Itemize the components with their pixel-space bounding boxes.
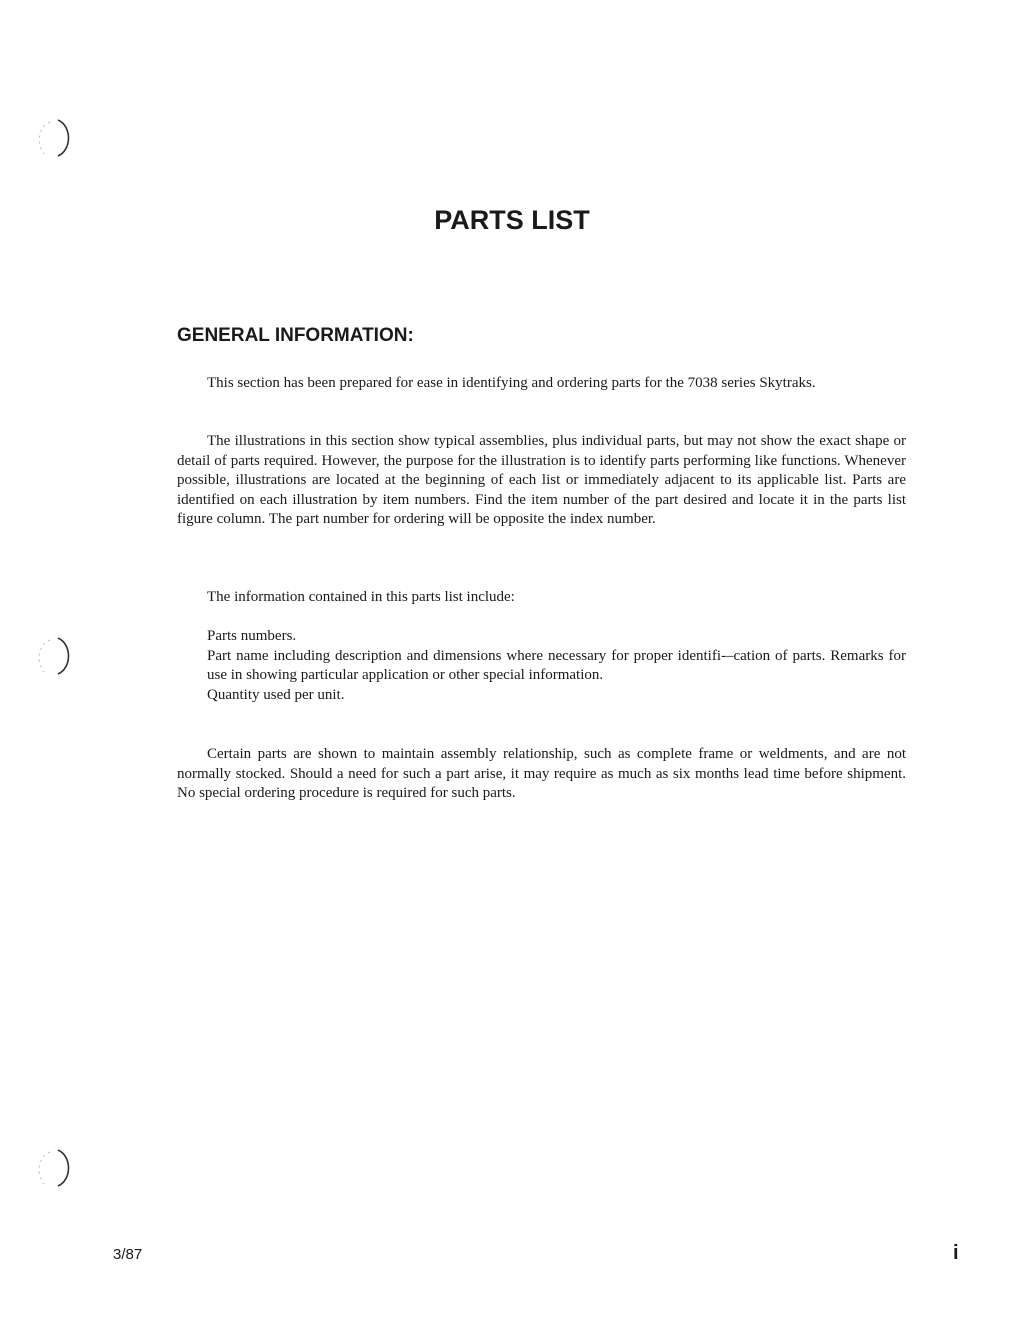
- punch-hole-icon: [28, 1144, 76, 1192]
- page-number: i: [953, 1242, 959, 1264]
- list-item: Part name including description and dimensions where necessary for proper identifi‑–cation of parts. Remarks for use in showing particular application or other special information.: [207, 647, 906, 683]
- info-list: [207, 627, 906, 705]
- section-heading: GENERAL INFORMATION:: [177, 325, 414, 346]
- list-item: Parts numbers.: [207, 628, 297, 644]
- intro-paragraph: This section has been prepared for ease in identifying and ordering parts for the 7038 series Skytraks.: [207, 375, 816, 391]
- certain-parts-paragraph: Certain parts are shown to maintain assembly relationship, such as complete frame or weldments, and are not normally stocked. Should a need for such a part arise, it may require as much as six months lead time before shipment. No special ordering procedure is required for such parts.: [177, 746, 906, 801]
- punch-hole-icon: [28, 114, 76, 162]
- info-contained-paragraph: The information contained in this parts list include:: [207, 589, 515, 605]
- illustrations-paragraph: The illustrations in this section show typical assemblies, plus individual parts, but may not show the exact shape or detail of parts required. However, the purpose for the illustration is to identify parts performing like functions. Whenever possible, illustrations are located at the beginning of each list or immediately adjacent to its applicable list. Parts are identified on each illustration by item numbers. Find the item number of the part desired and locate it in the parts list figure column. The part number for ordering will be opposite the index number.: [177, 433, 906, 527]
- list-item: Quantity used per unit.: [207, 686, 345, 703]
- punch-hole-icon: [28, 632, 76, 680]
- footer-date: 3/87: [113, 1246, 143, 1263]
- page-title: PARTS LIST: [434, 205, 590, 235]
